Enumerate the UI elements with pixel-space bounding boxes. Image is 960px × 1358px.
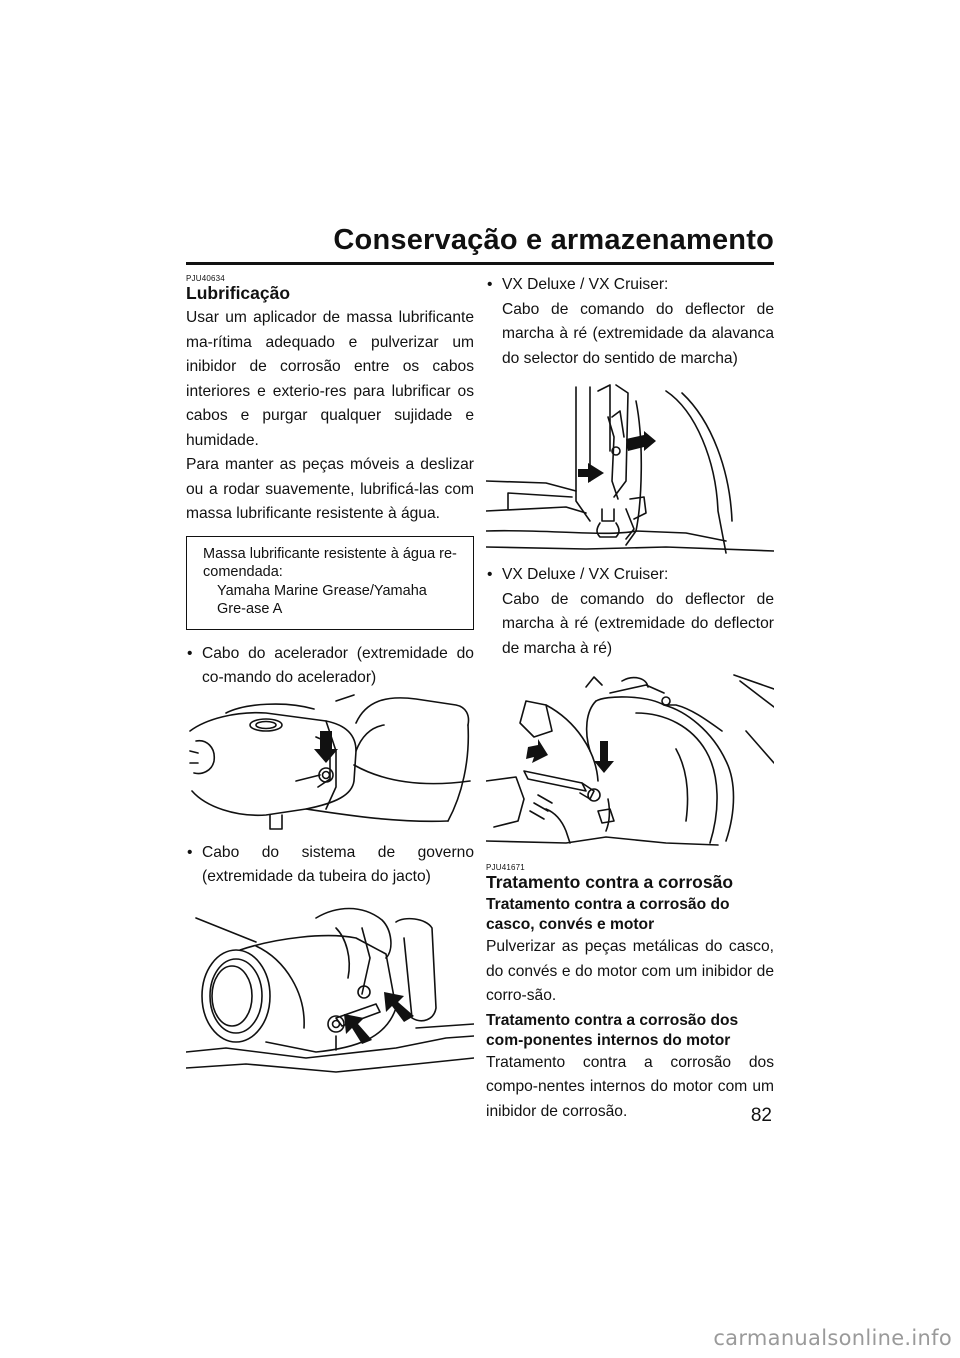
section-title: Tratamento contra a corrosão: [486, 872, 734, 892]
subsection-text: Pulverizar as peças metálicas do casco, do convés e do motor com um inibidor de corro-são.: [486, 938, 774, 1004]
bullet-deflector-end: [486, 563, 774, 661]
bullet-text: Cabo de comando do deflector de marcha à ré (extremidade do deflector de marcha à ré): [502, 590, 774, 657]
intro-paragraph: Usar um aplicador de massa lubrificante ma-rítima adequado e pulverizar um inibidor de corrosão entre os cabos interiores e exterio-res para lubrificar os cabos e purgar qualquer sujidade e humidade.: [186, 309, 474, 449]
bullet-text: Cabo do sistema de governo (extremidade da tubeira do jacto): [202, 843, 474, 885]
section-code: PJU41671: [486, 863, 525, 872]
bullet-throttle-cable: [186, 642, 474, 691]
bullet-title: VX Deluxe / VX Cruiser:: [502, 276, 669, 293]
subsection-text: Tratamento contra a corrosão dos compo-nentes internos do motor com um inibidor de corrosão.: [486, 1053, 774, 1120]
box-value: Yamaha Marine Grease/Yamaha Gre-ase A: [217, 582, 427, 617]
subsection-title: Tratamento contra a corrosão do casco, convés e motor: [486, 896, 730, 933]
page-title: Conservação e armazenamento: [333, 224, 774, 256]
left-column: [186, 274, 474, 1078]
intro-paragraph-2: Para manter as peças móveis a deslizar ou a rodar suavemente, lubrificá-las com massa lubrificante resistente à água.: [186, 456, 474, 522]
deflector-end-illustration: [486, 671, 774, 853]
bullet-icon: •: [487, 276, 493, 293]
watermark: carmanualsonline.info: [713, 1326, 952, 1350]
bullet-text: Cabo do acelerador (extremidade do co-mando do acelerador): [202, 644, 474, 686]
bullet-title: VX Deluxe / VX Cruiser:: [502, 566, 669, 583]
grease-recommendation-box: [186, 536, 474, 630]
page-number: 82: [750, 1105, 772, 1126]
bullet-icon: •: [487, 566, 493, 583]
box-label: Massa lubrificante resistente à água re-comendada:: [203, 545, 457, 580]
section-code: PJU40634: [186, 274, 225, 283]
subsection-title: Tratamento contra a corrosão dos com-ponentes internos do motor: [486, 1011, 739, 1049]
deflector-lever-illustration: [486, 381, 774, 557]
bullet-icon: •: [187, 644, 193, 662]
section-title: Lubrificação: [186, 283, 291, 303]
bullet-icon: •: [187, 843, 193, 861]
bullet-steering-cable: [186, 841, 474, 890]
bullet-text: Cabo de comando do deflector de marcha à ré (extremidade da alavanca do selector do sentido de marcha): [502, 300, 774, 367]
bullet-deflector-lever: [486, 273, 774, 371]
header-rule: [186, 262, 774, 265]
steering-cable-illustration: [186, 898, 474, 1078]
throttle-cable-illustration: [186, 691, 474, 841]
right-column: [486, 273, 774, 1124]
